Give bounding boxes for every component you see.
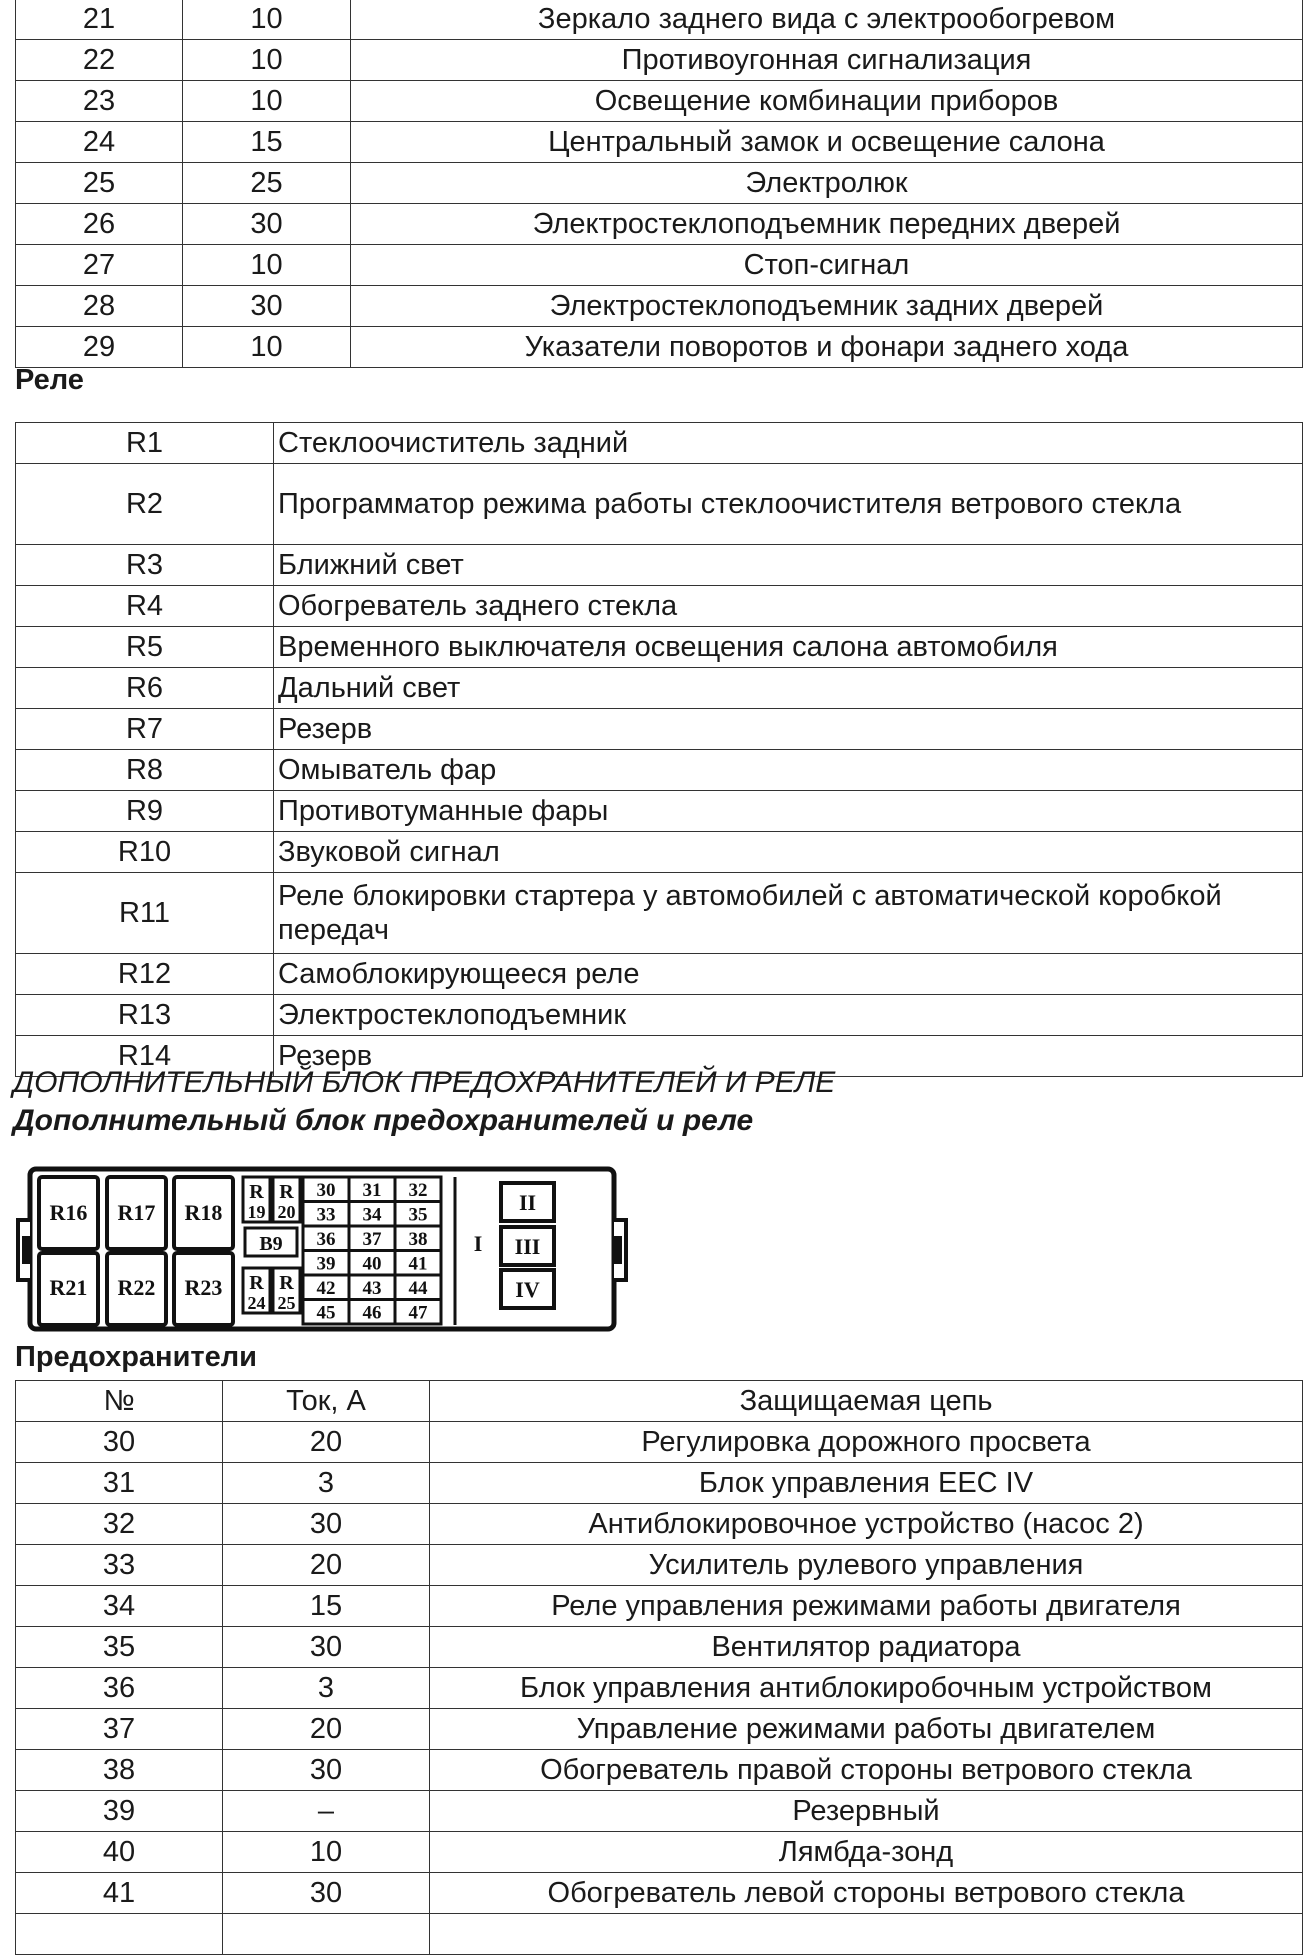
fuse-slot-number: 47 [408,1302,428,1324]
relay-id: R4 [16,586,274,627]
relay-description: Противотуманные фары [274,791,1303,832]
fuse-slot [349,1226,395,1251]
fuse-slot-number: 32 [408,1180,428,1201]
fuse-slot-number: 39 [316,1253,336,1275]
fuse-circuit: Центральный замок и освещение салона [351,122,1303,163]
table-row [16,1504,1303,1545]
fuse-slot [349,1177,395,1202]
fuse-circuit: Стоп-сигнал [351,245,1303,286]
fuse-circuit: Обогреватель левой стороны ветрового стекла [430,1873,1303,1914]
fuse-amperage: 10 [183,245,351,286]
section-iv [501,1270,554,1308]
fuse-amperage: 30 [223,1504,430,1545]
svg-text:R: R [249,1181,264,1203]
table-row [16,1873,1303,1914]
fuses-section-title: Предохранители [15,1341,257,1373]
fuse-number: 36 [16,1668,223,1709]
fuse-amperage: 3 [223,1668,430,1709]
fuse-circuit: Резервный [430,1791,1303,1832]
fuse-circuit: Усилитель рулевого управления [430,1545,1303,1586]
table-row [16,286,1303,327]
table-row [16,245,1303,286]
table-row [16,1668,1303,1709]
fuse-number: 32 [16,1504,223,1545]
fuse-amperage: 30 [183,204,351,245]
relay-slot-r17 [107,1177,166,1249]
relay-slot-label: R21 [49,1275,88,1300]
relay-description: Резерв [274,709,1303,750]
aux-block-heading: Дополнительный блок предохранителей и реле [13,1104,754,1137]
table-row [16,995,1303,1036]
table-row [16,122,1303,163]
fuse-number: 24 [16,122,183,163]
table-row [16,1709,1303,1750]
fuse-slot-number: 44 [408,1278,428,1299]
fuse-slot [395,1300,441,1325]
fuse-slot [349,1300,395,1325]
relay-id: R3 [16,545,274,586]
fuse-table-bottom [15,1380,1303,1955]
relay-description: Временного выключателя освещения салона автомобиля [274,627,1303,668]
fuse-circuit: Электростеклоподъемник задних дверей [351,286,1303,327]
fuse-slot-number: 46 [362,1302,382,1324]
table-row [16,327,1303,368]
relay-slot-r24 [243,1268,270,1313]
fuse-number: 39 [16,1791,223,1832]
relay-slot-r18 [174,1177,233,1249]
relay-id: R2 [16,464,274,545]
fuse-circuit: Обогреватель правой стороны ветрового стекла [430,1750,1303,1791]
fuse-slot [303,1202,349,1227]
table-row [16,954,1303,995]
svg-text:III: III [514,1234,541,1259]
header-num: № [16,1381,223,1422]
fuse-slot-number: 40 [362,1253,382,1275]
table-row [16,464,1303,545]
table-row [16,586,1303,627]
fuse-slot [303,1300,349,1325]
table-row [16,832,1303,873]
relay-description: Омыватель фар [274,750,1303,791]
table-row [16,81,1303,122]
fuse-slot [395,1251,441,1276]
aux-fuse-block-diagram [0,1150,640,1335]
fuse-amperage: 3 [223,1463,430,1504]
relay-description: Реле блокировки стартера у автомобилей с автоматической коробкой передач [274,873,1303,954]
fuse-table-top [15,0,1303,368]
table-row [16,423,1303,464]
aux-block-heading-caps: ДОПОЛНИТЕЛЬНЫЙ БЛОК ПРЕДОХРАНИТЕЛЕЙ И РЕЛЕ [13,1066,836,1099]
fuse-number: 35 [16,1627,223,1668]
table-row [16,1832,1303,1873]
svg-text:B9: B9 [259,1233,283,1255]
relay-slot-r19 [243,1177,270,1222]
fuse-grid [303,1177,441,1324]
fuse-slot [395,1275,441,1300]
fuse-number: 26 [16,204,183,245]
relay-slot-label: R16 [49,1200,88,1225]
fuse-number: 34 [16,1586,223,1627]
table-row [16,709,1303,750]
fuse-number: 25 [16,163,183,204]
fuse-slot [349,1202,395,1227]
fuse-slot [303,1275,349,1300]
relay-slot-r22 [107,1253,166,1325]
fuse-number: 33 [16,1545,223,1586]
fuse-amperage: 20 [223,1709,430,1750]
relay-id: R6 [16,668,274,709]
fuse-amperage: 25 [183,163,351,204]
relay-id: R14 [16,1036,274,1077]
relay-slot-label: R22 [117,1275,156,1300]
fuse-slot [395,1177,441,1202]
fuse-amperage: 10 [183,40,351,81]
fuse-amperage: 30 [223,1627,430,1668]
fuse-circuit: Реле управления режимами работы двигателя [430,1586,1303,1627]
table-row [16,873,1303,954]
fuse-slot-number: 45 [316,1302,336,1324]
svg-text:R: R [279,1272,294,1294]
relay-id: R8 [16,750,274,791]
table-header-row [16,1381,1303,1422]
fuse-slot [349,1275,395,1300]
svg-text:IV: IV [515,1277,540,1302]
header-circuit: Защищаемая цепь [430,1381,1303,1422]
fuse-amperage: 20 [223,1422,430,1463]
fuse-number: 41 [16,1873,223,1914]
table-row [16,163,1303,204]
fuse-slot-number: 34 [362,1204,382,1226]
fuse-circuit: Освещение комбинации приборов [351,81,1303,122]
table-row [16,1750,1303,1791]
relay-description: Ближний свет [274,545,1303,586]
table-row [16,1627,1303,1668]
fuse-circuit: Указатели поворотов и фонари заднего хода [351,327,1303,368]
fuse-circuit: Блок управления антиблокиробочным устройством [430,1668,1303,1709]
fuse-amperage: 15 [223,1586,430,1627]
fuse-slot-number: 41 [408,1253,428,1275]
table-row [16,1791,1303,1832]
table-row [16,545,1303,586]
fuse-slot [349,1251,395,1276]
fuse-circuit: Электростеклоподъемник передних дверей [351,204,1303,245]
table-row [16,668,1303,709]
relay-description: Резерв [274,1036,1303,1077]
fuse-slot-number: 43 [362,1278,382,1299]
fuse-number: 23 [16,81,183,122]
relay-description: Дальний свет [274,668,1303,709]
fuse-slot-number: 31 [362,1180,382,1201]
table-row [16,40,1303,81]
fuse-circuit: Лямбда-зонд [430,1832,1303,1873]
fuse-number: 40 [16,1832,223,1873]
table-row [16,750,1303,791]
fuse-number: 22 [16,40,183,81]
fuse-amperage: 10 [183,327,351,368]
svg-text:19: 19 [247,1202,266,1222]
relay-id: R12 [16,954,274,995]
fuse-amperage: 30 [183,286,351,327]
fuse-slot [303,1251,349,1276]
relay-description: Электростеклоподъемник [274,995,1303,1036]
fuse-slot-number: 36 [316,1229,336,1250]
fuse-number: 38 [16,1750,223,1791]
relay-slot-r20 [273,1177,300,1222]
relay-description: Программатор режима работы стеклоочистителя ветрового стекла [274,464,1303,545]
relay-id: R13 [16,995,274,1036]
table-row [16,1545,1303,1586]
fuse-circuit: Противоугонная сигнализация [351,40,1303,81]
table-row [16,627,1303,668]
relay-description: Обогреватель заднего стекла [274,586,1303,627]
relay-id: R1 [16,423,274,464]
relay-slot-r21 [39,1253,98,1325]
fuse-number: 27 [16,245,183,286]
relay-description: Самоблокирующееся реле [274,954,1303,995]
fuse-slot [395,1226,441,1251]
relay-id: R11 [16,873,274,954]
fuse-amperage: 10 [223,1832,430,1873]
fuse-number: 37 [16,1709,223,1750]
svg-text:R: R [249,1272,264,1294]
svg-text:I: I [473,1231,483,1256]
relay-slot-r23 [174,1253,233,1325]
svg-text:II: II [518,1190,537,1215]
fuse-number: 31 [16,1463,223,1504]
section-ii [501,1183,554,1221]
fuse-slot-number: 42 [316,1278,336,1299]
relay-slot-r16 [39,1177,98,1249]
relay-id: R5 [16,627,274,668]
relay-section-title: Реле [15,364,84,396]
relay-slot-label: R18 [184,1200,223,1225]
svg-text:25: 25 [277,1293,296,1313]
fuse-circuit: Антиблокировочное устройство (насос 2) [430,1504,1303,1545]
svg-text:20: 20 [277,1202,296,1222]
fuse-number: 28 [16,286,183,327]
fuse-number: 29 [16,327,183,368]
fuse-amperage: 20 [223,1545,430,1586]
table-row [16,1422,1303,1463]
fuse-slot-number: 30 [316,1180,336,1201]
relay-id: R10 [16,832,274,873]
fuse-slot-number: 37 [362,1229,382,1250]
fuse-number: 21 [16,0,183,40]
fuse-slot-b9 [245,1228,297,1256]
fuse-circuit: Регулировка дорожного просвета [430,1422,1303,1463]
relay-slot-label: R17 [117,1200,156,1225]
fuse-slot [303,1177,349,1202]
fuse-amperage: 10 [183,81,351,122]
fuse-amperage: 30 [223,1873,430,1914]
fuse-number: 30 [16,1422,223,1463]
fuse-slot [303,1226,349,1251]
fuse-circuit: Блок управления EEC IV [430,1463,1303,1504]
fuse-amperage: 10 [183,0,351,40]
fuse-circuit: Электролюк [351,163,1303,204]
relay-id: R9 [16,791,274,832]
relay-description: Стеклоочиститель задний [274,423,1303,464]
table-row [16,204,1303,245]
table-row [16,1586,1303,1627]
fuse-amperage: 30 [223,1750,430,1791]
relay-description: Звуковой сигнал [274,832,1303,873]
svg-text:24: 24 [247,1293,266,1313]
relay-id: R7 [16,709,274,750]
fuse-circuit: Вентилятор радиатора [430,1627,1303,1668]
fuse-amperage: 15 [183,122,351,163]
fuse-slot-number: 33 [316,1204,336,1226]
relay-slot-r25 [273,1268,300,1313]
section-iii [501,1227,554,1265]
svg-text:R: R [279,1181,294,1203]
fuse-amperage: – [223,1791,430,1832]
table-row [16,791,1303,832]
relay-table [15,422,1303,1077]
fuse-slot-number: 38 [408,1229,428,1250]
fuse-circuit: Зеркало заднего вида с электрообогревом [351,0,1303,40]
table-row [16,0,1303,40]
fuse-slot-number: 35 [408,1204,428,1226]
fuse-slot [395,1202,441,1227]
table-row [16,1463,1303,1504]
header-amp: Ток, А [223,1381,430,1422]
fuse-circuit: Управление режимами работы двигателем [430,1709,1303,1750]
relay-slot-label: R23 [184,1275,223,1300]
